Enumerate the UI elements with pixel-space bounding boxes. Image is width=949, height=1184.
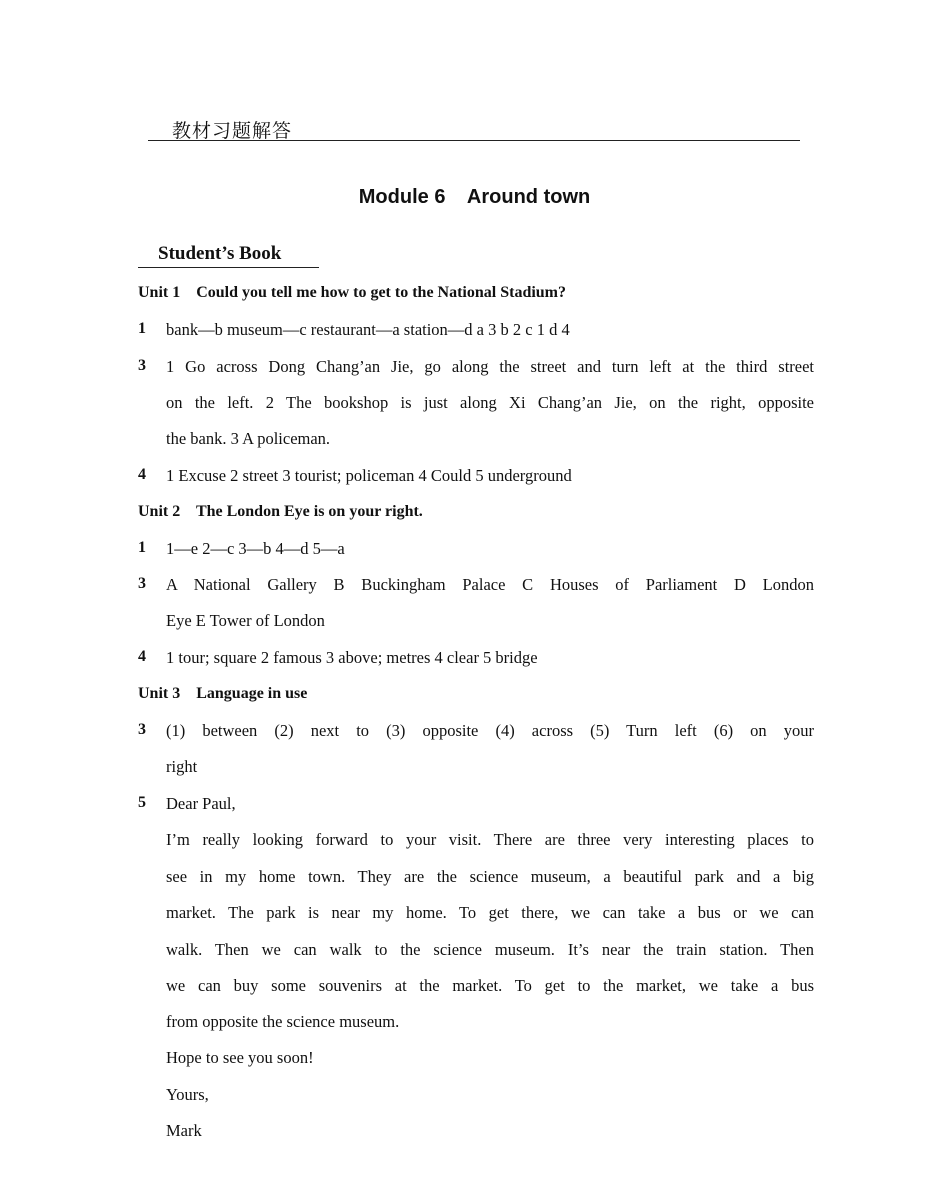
question-number: 1 (138, 539, 146, 556)
unit-2-heading: Unit 2 The London Eye is on your right. (138, 503, 423, 520)
letter-signature: Mark (166, 1121, 202, 1140)
answer-line: the bank. 3 A policeman. (166, 429, 331, 448)
letter-closing: Yours, (166, 1085, 209, 1104)
letter-line: we can buy some souvenirs at the market. To get to the market, we take a bus (166, 976, 814, 995)
header-divider (148, 140, 800, 141)
answer-line: A National Gallery B Buckingham Palace C Houses of Parliament D London (166, 575, 814, 594)
letter-line: market. The park is near my home. To get there, we can take a bus or we can (166, 903, 814, 922)
answer-line: 1 Go across Dong Chang’an Jie, go along the street and turn left at the third street (166, 357, 814, 376)
unit-3-heading: Unit 3 Language in use (138, 685, 308, 702)
question-number: 4 (138, 648, 146, 665)
letter-line: walk. Then we can walk to the science museum. It’s near the train station. Then (166, 940, 814, 959)
header-title: 教材习题解答 (172, 120, 293, 142)
answer-line: on the left. 2 The bookshop is just along Xi Chang’an Jie, on the right, opposite (166, 393, 814, 412)
answer-line: right (166, 757, 198, 776)
letter-greeting: Dear Paul, (166, 794, 236, 813)
question-number: 3 (138, 357, 146, 374)
module-title: Module 6 Around town (358, 186, 591, 208)
unit-1-heading: Unit 1 Could you tell me how to get to the National Stadium? (138, 284, 567, 301)
question-number: 1 (138, 320, 146, 337)
answer-line: bank—b museum—c restaurant—a station—d a 3 b 2 c 1 d 4 (166, 320, 570, 339)
answer-line: Eye E Tower of London (166, 611, 325, 630)
section-title: Student’s Book (158, 243, 282, 264)
letter-line: I’m really looking forward to your visit. There are three very interesting places to (166, 830, 814, 849)
letter-line: see in my home town. They are the science museum, a beautiful park and a big (166, 867, 814, 886)
question-number: 5 (138, 794, 146, 811)
letter-line: from opposite the science museum. (166, 1012, 400, 1031)
answer-line: (1) between (2) next to (3) opposite (4) across (5) Turn left (6) on your (166, 721, 814, 740)
letter-line: Hope to see you soon! (166, 1048, 314, 1067)
question-number: 4 (138, 466, 146, 483)
question-number: 3 (138, 721, 146, 738)
question-number: 3 (138, 575, 146, 592)
answer-line: 1 tour; square 2 famous 3 above; metres 4 clear 5 bridge (166, 648, 538, 667)
answer-line: 1—e 2—c 3—b 4—d 5—a (166, 539, 345, 558)
section-underline (138, 267, 319, 268)
answer-line: 1 Excuse 2 street 3 tourist; policeman 4 Could 5 underground (166, 466, 572, 485)
